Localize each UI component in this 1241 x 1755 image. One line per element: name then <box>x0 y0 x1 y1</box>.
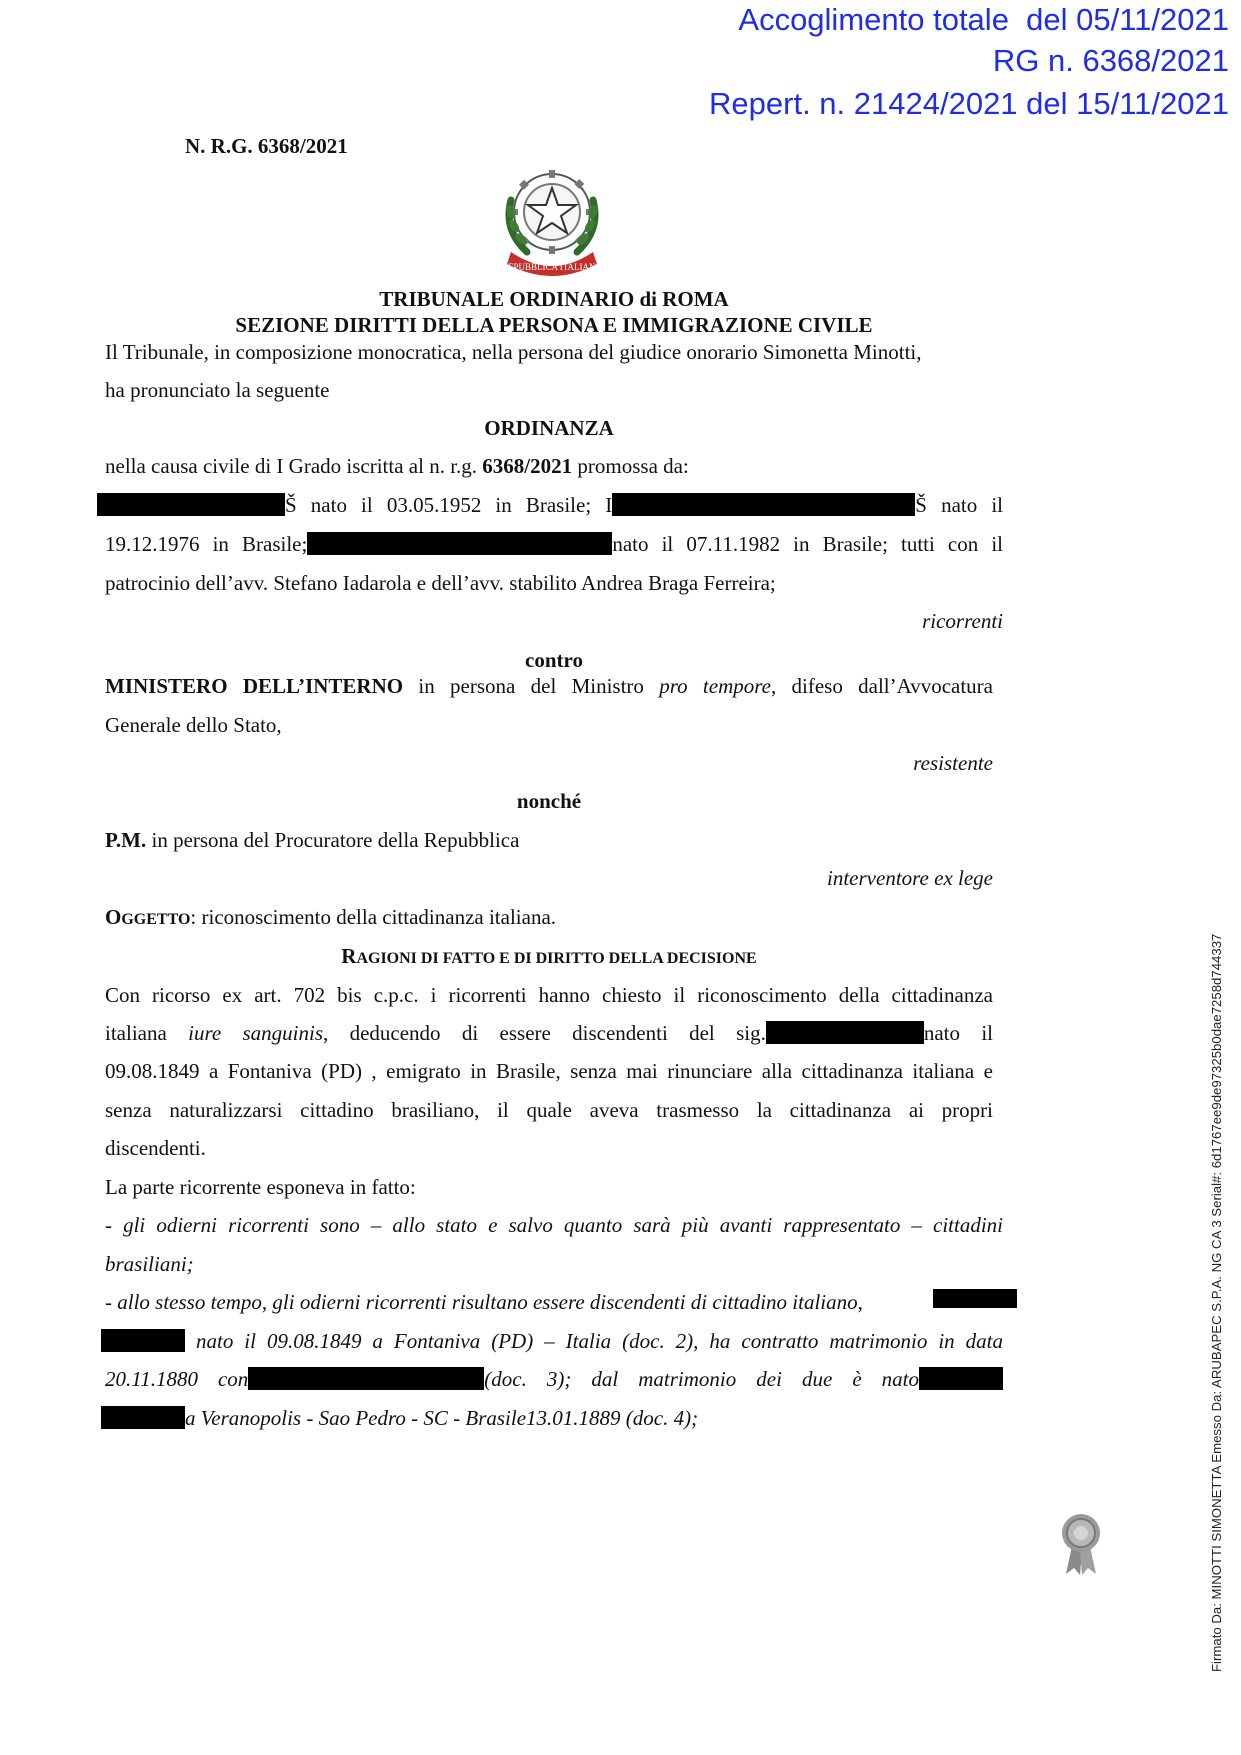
body-p1-line-3: 09.08.1849 a Fontaniva (PD) , emigrato in Brasile, senza mai rinunciare alla cittadinanza italiana e <box>105 1059 993 1083</box>
parties-line-1-c: Š nato il <box>915 493 1003 517</box>
ministero-pro-tempore: pro tempore <box>659 674 771 698</box>
ministero-line-2: Generale dello Stato, <box>105 713 282 737</box>
oggetto-line <box>105 905 556 930</box>
parties-line-2 <box>105 532 1003 557</box>
redacted-name <box>766 1021 924 1044</box>
header-stamp-rg: RG n. 6368/2021 <box>992 43 1229 78</box>
bullet-2-line-3-b: (doc. 3); dal matrimonio dei due è nato <box>484 1367 919 1391</box>
redacted-name <box>101 1329 185 1352</box>
parties-line-3: patrocinio dell’avv. Stefano Iadarola e dell’avv. stabilito Andrea Braga Ferreira; <box>105 571 776 595</box>
redacted-name <box>248 1367 484 1390</box>
body-p1-line-2-b: , deducendo di essere discendenti del sig. <box>323 1021 766 1045</box>
redacted-name <box>933 1289 1017 1308</box>
role-resistente: resistente <box>913 751 993 775</box>
ministero-text-a: in persona del Ministro <box>403 674 660 698</box>
bullet-2-line-4-text: a Veranopolis - Sao Pedro - SC - Brasile13.01.1889 (doc. 4); <box>185 1406 699 1430</box>
nonche-heading: nonché <box>516 789 582 813</box>
digital-signature-note: Firmato Da: MINOTTI SIMONETTA Emesso Da: ARUBAPEC S.P.A. NG CA 3 Serial#: 6d1767ee9de97325b0dae7258d744337 <box>1209 933 1224 1672</box>
bullet-1-line-1: - gli odierni ricorrenti sono – allo stato e salvo quanto sarà più avanti rappresentato – cittadini <box>105 1213 1003 1237</box>
bullet-2-line-1-text: - allo stesso tempo, gli odierni ricorrenti risultano essere discendenti di cittadino italiano, <box>105 1290 863 1314</box>
parties-line-1 <box>97 493 1003 518</box>
section-title <box>104 944 994 969</box>
role-interventore: interventore ex lege <box>827 866 993 890</box>
oggetto-label-first: O <box>105 905 122 929</box>
redacted-name <box>101 1406 185 1429</box>
ministero-text-b: , difeso dall’Avvocatura <box>770 674 993 698</box>
parties-line-1-a: Š nato il 03.05.1952 in Brasile; <box>285 493 606 517</box>
redacted-name <box>919 1367 1003 1390</box>
ministero-name: MINISTERO DELL’INTERNO <box>105 674 404 698</box>
contro-heading: contro <box>525 648 583 672</box>
bullet-2-line-3 <box>105 1367 1003 1392</box>
signature-seal-icon <box>1058 1512 1104 1576</box>
case-prefix: nella causa civile di I Grado iscritta al n. r.g. <box>105 454 483 478</box>
case-register-number: N. R.G. 6368/2021 <box>185 134 348 158</box>
section-title-rest: AGIONI DI FATTO E DI DIRITTO DELLA DECISIONE <box>356 950 757 967</box>
bullet-2-line-2 <box>101 1329 1003 1354</box>
parties-line-1-b: I <box>605 493 613 517</box>
bullet-2-line-3-a: 20.11.1880 con <box>105 1367 249 1391</box>
court-name: TRIBUNALE ORDINARIO di ROMA <box>379 287 729 311</box>
header-stamp-repertorio: Repert. n. 21424/2021 del 15/11/2021 <box>709 86 1229 121</box>
oggetto-text: : riconoscimento della cittadinanza italiana. <box>190 905 557 929</box>
bullet-2-line-4 <box>101 1406 698 1431</box>
document-type: ORDINANZA <box>484 416 614 440</box>
bullet-2-line-1 <box>105 1290 863 1315</box>
case-suffix: promossa da: <box>572 454 689 478</box>
body-p1-line-2-c: nato il <box>923 1021 993 1045</box>
redacted-name <box>307 532 612 555</box>
section-title-first: R <box>341 944 357 968</box>
pm-text: in persona del Procuratore della Repubblica <box>146 828 520 852</box>
redacted-name <box>97 493 285 516</box>
bullet-2-line-2-text: nato il 09.08.1849 a Fontaniva (PD) – Italia (doc. 2), ha contratto matrimonio in data <box>195 1329 1003 1353</box>
bullet-1-line-2: brasiliani; <box>105 1252 194 1276</box>
body-p1-line-4: senza naturalizzarsi cittadino brasiliano, il quale aveva trasmesso la cittadinanza ai propri <box>105 1098 993 1122</box>
header-stamp-outcome: Accoglimento totale del 05/11/2021 <box>738 2 1229 37</box>
body-p1-line-2-a: italiana <box>105 1021 189 1045</box>
case-number: 6368/2021 <box>482 454 573 478</box>
pm-line <box>105 828 519 853</box>
intro-line-1: Il Tribunale, in composizione monocratica, nella persona del giudice onorario Simonetta Minotti, <box>105 340 922 364</box>
ministero-line-1 <box>105 674 993 699</box>
emblem-icon <box>497 160 607 278</box>
parties-line-2-b: nato il 07.11.1982 in Brasile; tutti con il <box>612 532 1004 556</box>
oggetto-label-rest: GGETTO <box>121 911 191 928</box>
body-p1-line-2 <box>105 1021 993 1046</box>
body-p1-line-1: Con ricorso ex art. 702 bis c.p.c. i ricorrenti hanno chiesto il riconoscimento della cittadinanza <box>105 983 993 1007</box>
case-line <box>105 454 689 479</box>
intro-line-2: ha pronunciato la seguente <box>105 378 330 402</box>
parties-line-2-a: 19.12.1976 in Brasile; <box>105 532 308 556</box>
emblem-ribbon-text: REPUBBLICA ITALIANA <box>501 262 603 272</box>
role-ricorrenti: ricorrenti <box>922 609 1003 633</box>
body-iure-sanguinis: iure sanguinis <box>188 1021 324 1045</box>
redacted-name <box>612 493 915 516</box>
body-p1-line-5: discendenti. <box>105 1136 206 1160</box>
body-p2: La parte ricorrente esponeva in fatto: <box>105 1175 416 1199</box>
court-section: SEZIONE DIRITTI DELLA PERSONA E IMMIGRAZIONE CIVILE <box>235 313 873 337</box>
pm-label: P.M. <box>105 828 147 852</box>
